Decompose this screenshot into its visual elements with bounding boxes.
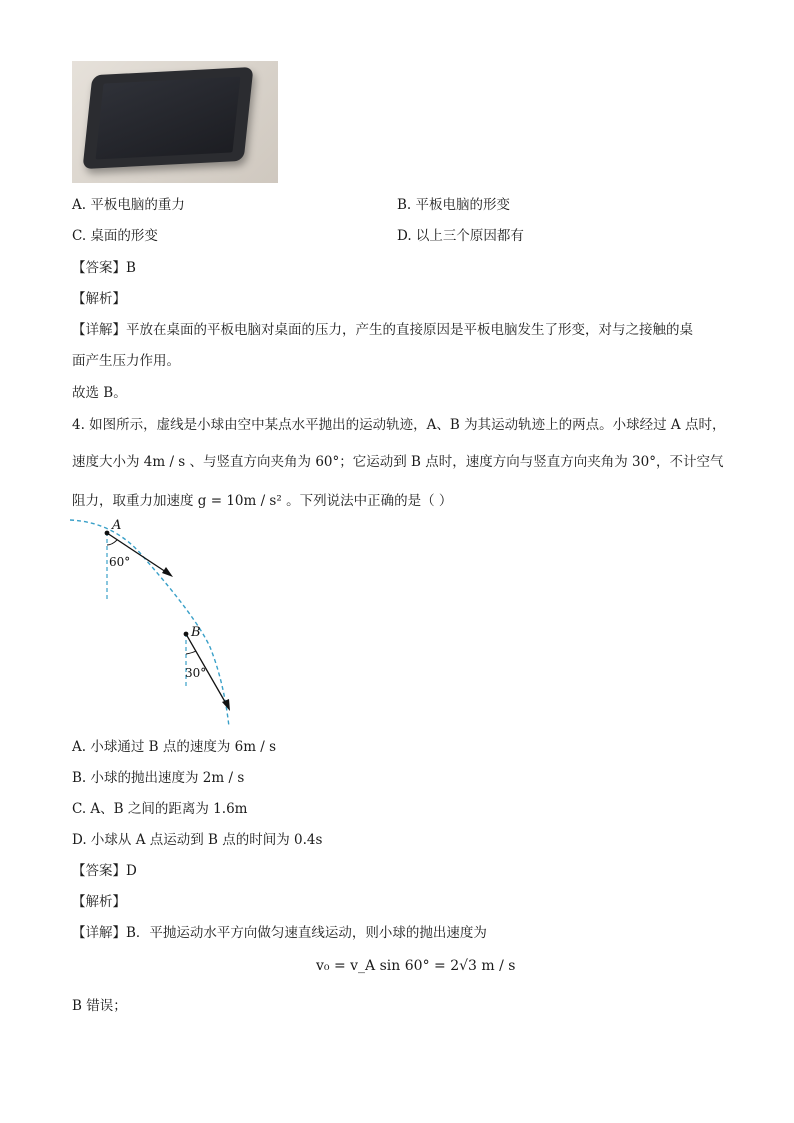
q4-option-d: D. 小球从 A 点运动到 B 点的时间为 0.4s xyxy=(72,832,323,848)
q4-option-b: B. 小球的抛出速度为 2m / s xyxy=(72,770,245,786)
q3-answer-value: B xyxy=(126,260,136,276)
q3-detail-line1 xyxy=(72,318,693,338)
q3-option-a: A. 平板电脑的重力 xyxy=(72,197,185,213)
tablet-photo xyxy=(72,61,278,183)
label-b: B xyxy=(191,625,201,640)
q3-option-b: B. 平板电脑的形变 xyxy=(397,197,511,213)
q4-answer-row xyxy=(72,859,137,879)
q4-answer-value: D xyxy=(126,863,137,879)
q4-detail-text1: B．平抛运动水平方向做匀速直线运动，则小球的抛出速度为 xyxy=(126,925,487,941)
q4-option-c: C. A、B 之间的距离为 1.6m xyxy=(72,801,248,817)
q4-stem-line3: 阻力，取重力加速度 g = 10m / s² 。下列说法中正确的是（ ） xyxy=(72,493,453,509)
point-b xyxy=(184,632,189,637)
tablet-screen xyxy=(96,76,241,159)
q4-stem-line2: 速度大小为 4m / s 、与竖直方向夹角为 60°；它运动到 B 点时，速度方向与竖直方向夹角为 30°，不计空气 xyxy=(72,454,724,470)
trajectory-figure xyxy=(66,512,246,732)
angle-arc-a xyxy=(107,540,117,545)
q3-choose: 故选 B。 xyxy=(72,385,127,401)
point-a xyxy=(105,531,110,536)
q3-detail-line2: 面产生压力作用。 xyxy=(72,353,180,369)
angle-label-b: 30° xyxy=(185,666,207,680)
q3-answer-row xyxy=(72,256,136,276)
q4-formula: v₀ = v_A sin 60° = 2√3 m / s xyxy=(316,958,516,974)
angle-label-a: 60° xyxy=(109,555,131,569)
q4-detail-line1 xyxy=(72,921,487,941)
q4-option-a: A. 小球通过 B 点的速度为 6m / s xyxy=(72,739,277,755)
angle-arc-b xyxy=(186,651,196,654)
q3-option-d: D. 以上三个原因都有 xyxy=(397,228,524,244)
tablet-device xyxy=(82,67,253,169)
q4-answer-tag: 【答案】 xyxy=(72,863,126,879)
trajectory-curve xyxy=(70,520,229,727)
q4-stem-line1: 4. 如图所示，虚线是小球由空中某点水平抛出的运动轨迹，A、B 为其运动轨迹上的两点。小球经过 A 点时， xyxy=(72,417,726,433)
q3-answer-tag: 【答案】 xyxy=(72,260,126,276)
q4-detail-tag: 【详解】 xyxy=(72,925,126,941)
q4-conclusion: B 错误； xyxy=(72,998,127,1014)
label-a: A xyxy=(112,518,122,533)
arrowhead-a xyxy=(162,567,173,577)
q3-option-c: C. 桌面的形变 xyxy=(72,228,158,244)
q3-detail-text1: 平放在桌面的平板电脑对桌面的压力，产生的直接原因是平板电脑发生了形变，对与之接触的桌 xyxy=(126,322,693,338)
q3-analysis-tag: 【解析】 xyxy=(72,291,126,307)
q3-detail-tag: 【详解】 xyxy=(72,322,126,338)
q4-analysis-tag: 【解析】 xyxy=(72,894,126,910)
